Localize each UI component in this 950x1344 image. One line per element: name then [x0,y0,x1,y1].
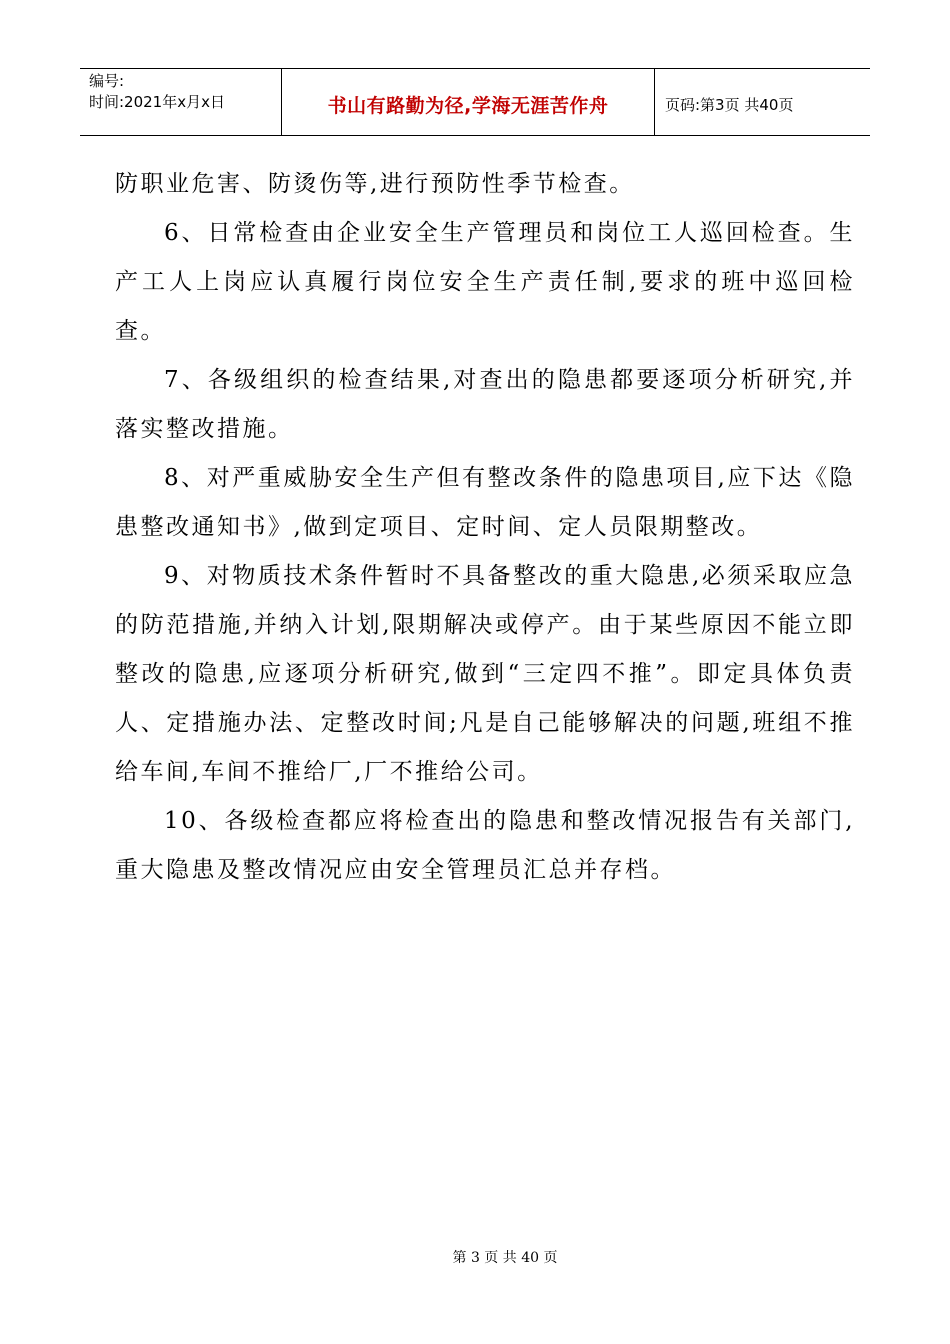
paragraph: 9、对物质技术条件暂时不具备整改的重大隐患,必须采取应急的防范措施,并纳入计划,限期解决或停产。由于某些原因不能立即整改的隐患,应逐项分析研究,做到“三定四不推”。即定具体负责人、定措施办法、定整改时间;凡是自己能够解决的问题,班组不推给车间,车间不推给厂,厂不推给公司。 [115,563,855,785]
page-footer: 第 3 页 共 40 页 [452,1250,558,1266]
header-motto-cell [281,69,655,135]
header-page-code: 页码:第3页 共40页 [665,95,794,114]
page-header [80,68,870,136]
document-date-label: 时间:2021年x月x日 [89,93,225,111]
paragraph: 8、对严重威胁安全生产但有整改条件的隐患项目,应下达《隐患整改通知书》,做到定项目、定时间、定人员限期整改。 [115,465,855,540]
paragraph: 防职业危害、防烫伤等,进行预防性季节检查。 [115,171,635,197]
header-motto: 书山有路勤为径,学海无涯苦作舟 [327,94,609,117]
paragraph: 10、各级检查都应将检查出的隐患和整改情况报告有关部门,重大隐患及整改情况应由安全管理员汇总并存档。 [115,808,855,883]
header-meta-cell [80,69,281,135]
document-number-label: 编号: [89,72,125,90]
paragraph: 6、日常检查由企业安全生产管理员和岗位工人巡回检查。生产工人上岗应认真履行岗位安全生产责任制,要求的班中巡回检查。 [115,220,855,344]
paragraph: 7、各级组织的检查结果,对查出的隐患都要逐项分析研究,并落实整改措施。 [115,367,855,442]
header-page-cell [655,69,870,135]
document-body [115,160,855,895]
